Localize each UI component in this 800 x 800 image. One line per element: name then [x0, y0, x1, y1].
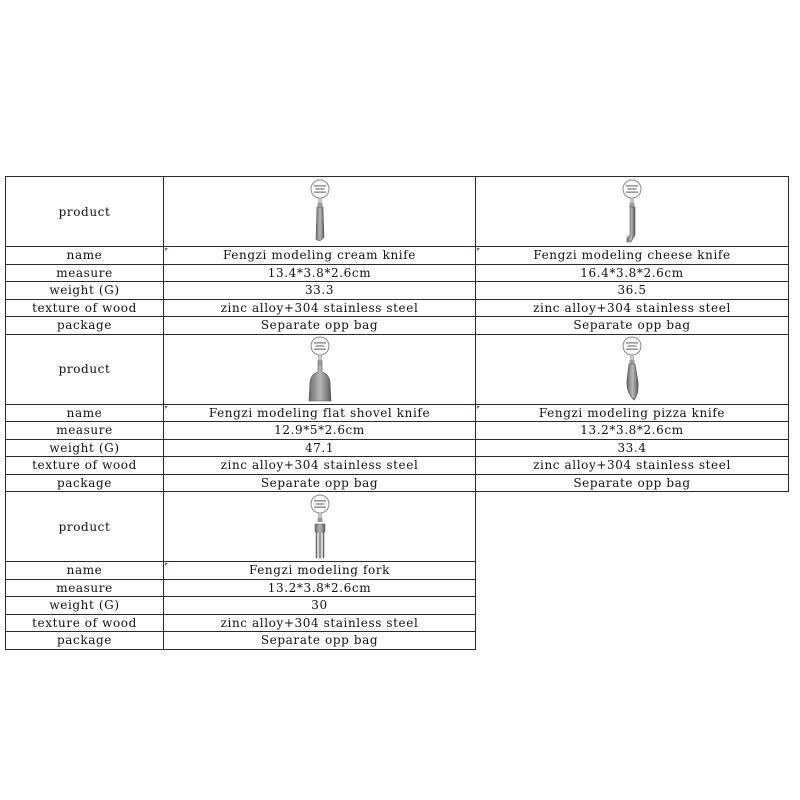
- row-label-texture: texture of wood: [6, 299, 164, 317]
- row-label-package: package: [6, 474, 164, 492]
- row-label-weight: weight (G): [6, 282, 164, 300]
- empty-cell: [476, 579, 789, 597]
- product-name: Fengzi modeling cream knife: [164, 247, 476, 265]
- product-measure: 13.4*3.8*2.6cm: [164, 264, 476, 282]
- product-package: Separate opp bag: [476, 474, 789, 492]
- row-label-weight: weight (G): [6, 597, 164, 615]
- empty-cell: [476, 597, 789, 615]
- cell-marker: [477, 248, 480, 251]
- product-image-cream-knife: [164, 177, 476, 247]
- empty-cell: [476, 632, 789, 650]
- product-package: Separate opp bag: [164, 474, 476, 492]
- row-label-texture: texture of wood: [6, 457, 164, 475]
- row-label-package: package: [6, 632, 164, 650]
- row-label-product: product: [6, 492, 164, 562]
- product-package: Separate opp bag: [476, 317, 789, 335]
- product-texture: zinc alloy+304 stainless steel: [476, 457, 789, 475]
- product-image-fork: [164, 492, 476, 562]
- product-name: Fengzi modeling fork: [164, 562, 476, 580]
- product-name: Fengzi modeling pizza knife: [476, 404, 789, 422]
- product-texture: zinc alloy+304 stainless steel: [476, 299, 789, 317]
- product-measure: 12.9*5*2.6cm: [164, 422, 476, 440]
- product-name: Fengzi modeling flat shovel knife: [164, 404, 476, 422]
- product-texture: zinc alloy+304 stainless steel: [164, 614, 476, 632]
- row-label-name: name: [6, 404, 164, 422]
- product-weight: 33.3: [164, 282, 476, 300]
- product-image-flat-shovel-knife: [164, 334, 476, 404]
- product-texture: zinc alloy+304 stainless steel: [164, 457, 476, 475]
- product-texture: zinc alloy+304 stainless steel: [164, 299, 476, 317]
- cell-marker: [477, 406, 480, 409]
- row-label-texture: texture of wood: [6, 614, 164, 632]
- product-image-cheese-knife: [476, 177, 789, 247]
- empty-cell: [476, 492, 789, 562]
- cell-marker: [165, 563, 168, 566]
- product-weight: 33.4: [476, 439, 789, 457]
- product-name: Fengzi modeling cheese knife: [476, 247, 789, 265]
- row-label-product: product: [6, 177, 164, 247]
- product-image-pizza-knife: [476, 334, 789, 404]
- product-measure: 13.2*3.8*2.6cm: [164, 579, 476, 597]
- product-spec-table: [5, 176, 789, 650]
- row-label-package: package: [6, 317, 164, 335]
- product-measure: 13.2*3.8*2.6cm: [476, 422, 789, 440]
- product-weight: 36.5: [476, 282, 789, 300]
- empty-cell: [476, 614, 789, 632]
- cream-knife-icon: [300, 179, 340, 245]
- row-label-weight: weight (G): [6, 439, 164, 457]
- row-label-name: name: [6, 247, 164, 265]
- product-weight: 30: [164, 597, 476, 615]
- product-package: Separate opp bag: [164, 632, 476, 650]
- row-label-name: name: [6, 562, 164, 580]
- product-package: Separate opp bag: [164, 317, 476, 335]
- cell-marker: [165, 406, 168, 409]
- pizza-knife-icon: [612, 336, 652, 402]
- empty-cell: [476, 562, 789, 580]
- product-weight: 47.1: [164, 439, 476, 457]
- row-label-measure: measure: [6, 264, 164, 282]
- product-measure: 16.4*3.8*2.6cm: [476, 264, 789, 282]
- row-label-measure: measure: [6, 579, 164, 597]
- cell-marker: [165, 248, 168, 251]
- cheese-knife-icon: [612, 179, 652, 245]
- row-label-product: product: [6, 334, 164, 404]
- row-label-measure: measure: [6, 422, 164, 440]
- flat-shovel-knife-icon: [300, 336, 340, 402]
- fork-icon: [300, 494, 340, 560]
